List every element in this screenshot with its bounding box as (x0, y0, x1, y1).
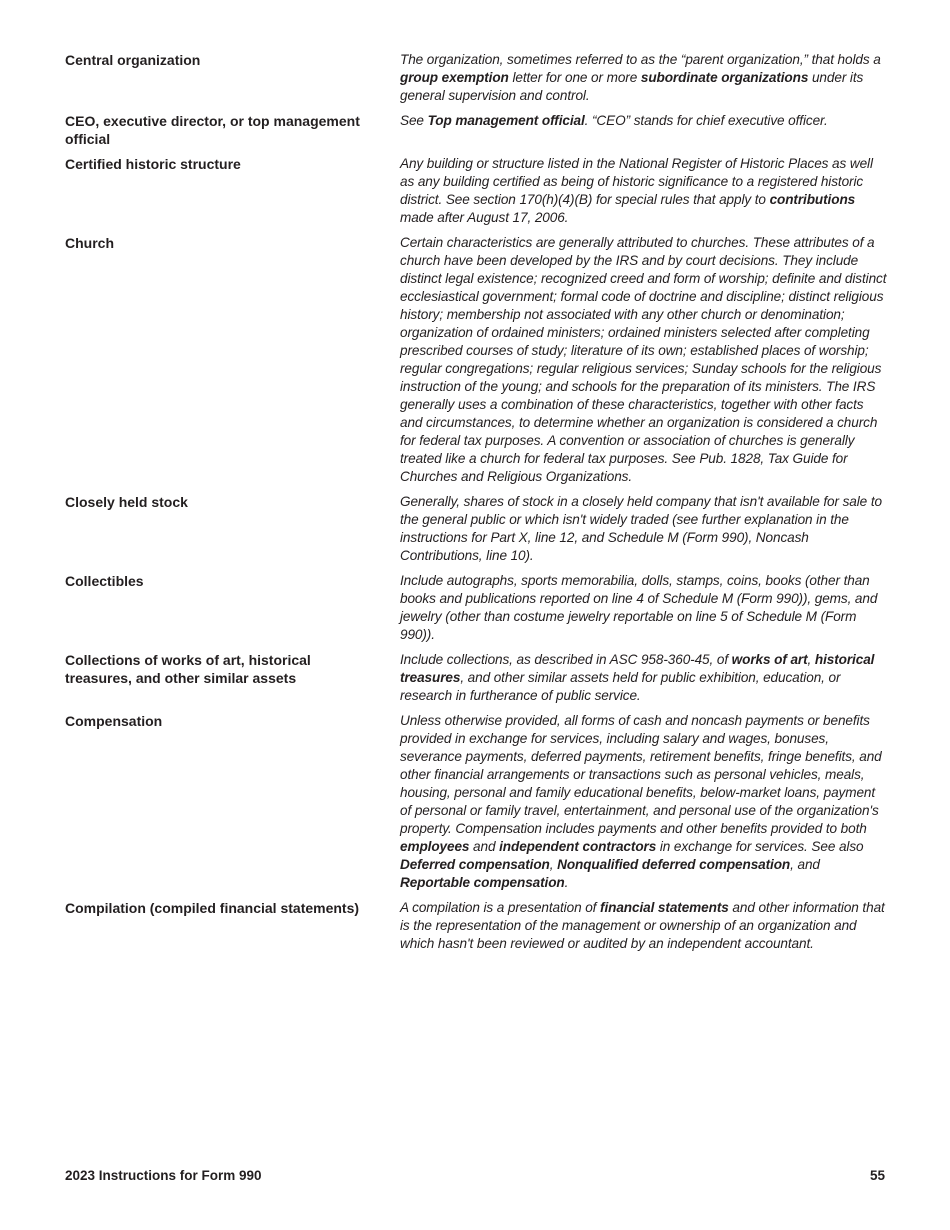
definition-text: Include autographs, sports memorabilia, dolls, stamps, coins, books (other than books and publications reported on line 4 of Schedule M (Form 990)), gems, and jewelry (other than costume jewelry reportable on line 5 of Schedule M (Form 990)). (400, 573, 878, 642)
definition-text: and (469, 839, 500, 854)
defined-term-reference: Deferred compensation (400, 857, 550, 872)
glossary-entry (65, 651, 887, 705)
glossary-entry (65, 234, 887, 486)
defined-term-reference: Reportable compensation (400, 875, 565, 890)
defined-term-reference: contributions (769, 192, 856, 207)
definition-text: , and (790, 857, 820, 872)
glossary-definition (400, 712, 887, 892)
definition-text: under its general supervision and control. (400, 70, 864, 103)
defined-term-reference: employees (400, 839, 470, 854)
glossary-definition (400, 155, 887, 227)
glossary-definition (400, 493, 887, 565)
definition-text: Include collections, as described in ASC 958-360-45, of (400, 652, 732, 667)
glossary-term: Compilation (compiled financial statements) (65, 900, 360, 916)
glossary-definition (400, 899, 887, 953)
defined-term-reference: independent contractors (499, 839, 657, 854)
glossary-table (65, 51, 887, 960)
glossary-definition (400, 234, 887, 486)
definition-text: letter for one or more (508, 70, 641, 85)
definition-text: . “CEO” stands for chief executive officer. (584, 113, 828, 128)
glossary-definition (400, 51, 887, 105)
definition-text: and other information that is the representation of the management or ownership of an organization and which hasn't been reviewed or audited by an independent accountant. (400, 900, 885, 951)
glossary-entry (65, 712, 887, 892)
glossary-term: Collectibles (65, 573, 144, 589)
glossary-entry (65, 51, 887, 105)
glossary-entry (65, 493, 887, 565)
defined-term-reference: works of art (731, 652, 808, 667)
glossary-entry (65, 572, 887, 644)
glossary-term: Church (65, 235, 114, 251)
footer-title: 2023 Instructions for Form 990 (65, 1168, 262, 1183)
definition-text: The organization, sometimes referred to as the “parent organization,” that holds a (400, 52, 881, 67)
glossary-term: Compensation (65, 713, 163, 729)
glossary-definition (400, 651, 887, 705)
definition-text: Generally, shares of stock in a closely held company that isn't available for sale to the general public or which isn't widely traded (see further explanation in the instructions for Part X, line 12, and Schedule M (Form 990), Noncash Contributions, line 10). (400, 494, 882, 563)
glossary-term: Certified historic structure (65, 156, 241, 172)
definition-text: See (400, 113, 428, 128)
glossary-term: Closely held stock (65, 494, 188, 510)
glossary-term: CEO, executive director, or top management official (65, 113, 360, 147)
defined-term-reference: financial statements (600, 900, 729, 915)
defined-term-reference: group exemption (400, 70, 509, 85)
definition-text: Certain characteristics are generally attributed to churches. These attributes of a church have been developed by the IRS and by court decisions. They include distinct legal existence; recognized creed and form of worship; definite and distinct ecclesiastical government; formal code of doctrine and discipline; distinct religious history; membership not associated with any other church or denomination; organization of ordained ministers; ordained ministers selected after completing prescribed courses of study; literature of its own; established places of worship; regular congregations; regular religious services; Sunday schools for the religious instruction of the young; and schools for the preparation of its ministers. The IRS generally uses a combination of these characteristics, together with other facts and circumstances, to determine whether an organization is considered a church for federal tax purposes. A convention or association of churches is generally treated like a church for federal tax purposes. See Pub. 1828, Tax Guide for Churches and Religious Organizations. (400, 235, 887, 484)
defined-term-reference: historical treasures (400, 652, 875, 685)
definition-text: A compilation is a presentation of (400, 900, 601, 915)
glossary-term: Collections of works of art, historical treasures, and other similar assets (65, 652, 311, 686)
glossary-definition (400, 112, 887, 130)
definition-text: Unless otherwise provided, all forms of cash and noncash payments or benefits provided in exchange for services, including salary and wages, bonuses, severance payments, deferred payments, retirement benefits, fringe benefits, and other financial arrangements or transactions such as personal vehicles, meals, housing, personal and family educational benefits, below-market loans, payment of personal or family travel, entertainment, and personal use of the organization's property. Compensation includes payments and other benefits provided to both (400, 713, 882, 836)
definition-text: , (549, 857, 558, 872)
glossary-term: Central organization (65, 52, 201, 68)
definition-text: Any building or structure listed in the National Register of Historic Places as well as any building certified as being of historic significance to a registered historic district. See section 170(h)(4)(B) for special rules that apply to (400, 156, 873, 207)
glossary-definition (400, 572, 887, 644)
defined-term-reference: Nonqualified deferred compensation (557, 857, 791, 872)
defined-term-reference: Top management official (427, 113, 585, 128)
definition-text: in exchange for services. See also (656, 839, 864, 854)
glossary-entry (65, 155, 887, 227)
defined-term-reference: subordinate organizations (640, 70, 809, 85)
glossary-entry (65, 899, 887, 953)
definition-text: , and other similar assets held for public exhibition, education, or research in furtherance of public service. (400, 670, 841, 703)
glossary-entry (65, 112, 887, 148)
page-footer (65, 1168, 885, 1183)
definition-text: made after August 17, 2006. (400, 210, 569, 225)
page-number: 55 (869, 1168, 885, 1183)
definition-text: . (564, 875, 569, 890)
definition-text: , (807, 652, 815, 667)
